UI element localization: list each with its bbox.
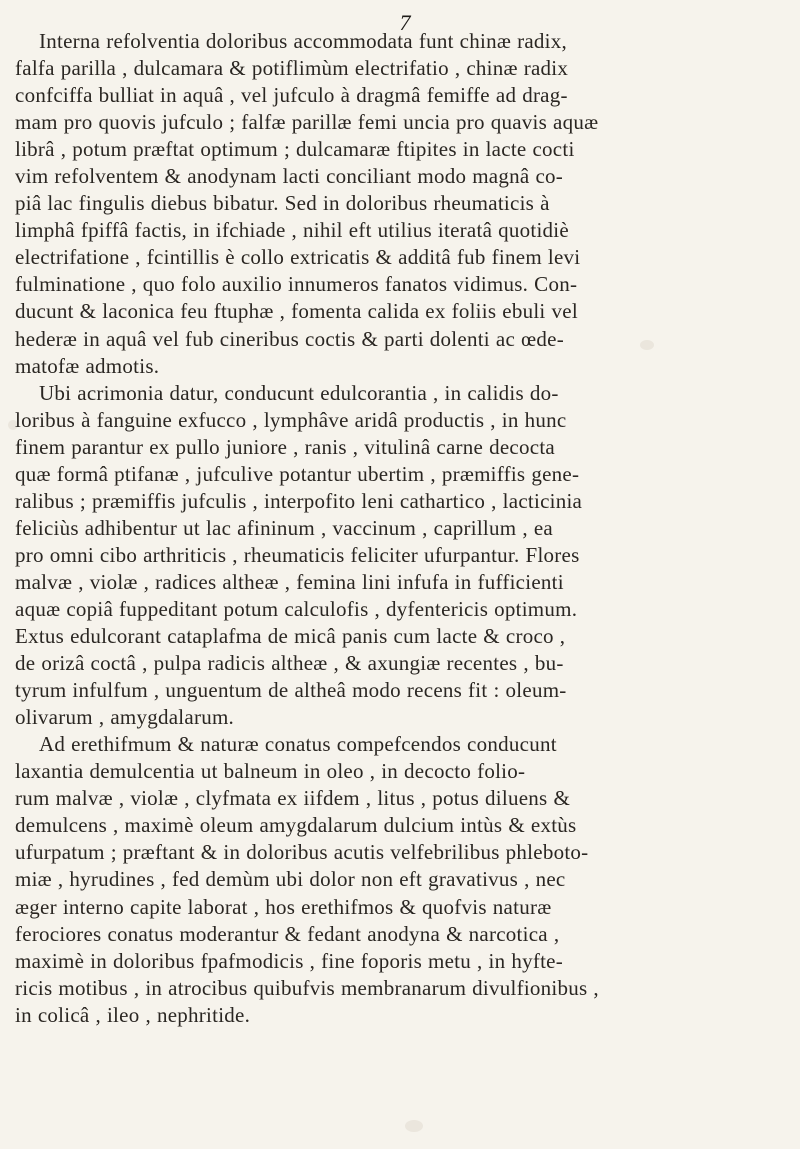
- paper-stain: [405, 1120, 423, 1132]
- page-number: 7: [399, 10, 411, 35]
- text-line: laxantia demulcentia ut balneum in oleo , in decocto folio-: [15, 759, 526, 784]
- text-line: pro omni cibo arthriticis , rheumaticis feliciter ufurpantur. Flores: [15, 542, 580, 567]
- text-line: matofæ admotis.: [15, 353, 160, 378]
- text-line: miæ , hyrudines , fed demùm ubi dolor non eft gravativus , nec: [15, 867, 566, 892]
- text-line: olivarum , amygdalarum.: [15, 705, 235, 730]
- text-line: quæ formâ ptifanæ , jufculive potantur ubertim , præmiffis gene-: [15, 461, 580, 486]
- text-line: fulminatione , quo folo auxilio innumeros fanatos vidimus. Con-: [15, 272, 578, 297]
- text-line: de orizâ coctâ , pulpa radicis altheæ , & axungiæ recentes , bu-: [15, 651, 564, 676]
- body-text: [15, 28, 785, 1029]
- text-line: librâ , potum præftat optimum ; dulcamaræ ftipites in lacte cocti: [15, 137, 575, 162]
- text-line: confciffa bulliat in aquâ , vel jufculo à dragmâ femiffe ad drag-: [15, 83, 568, 108]
- text-line: rum malvæ , violæ , clyfmata ex iifdem , litus , potus diluens &: [15, 786, 571, 811]
- text-line: hederæ in aquâ vel fub cineribus coctis & parti dolenti ac œde-: [15, 326, 564, 351]
- text-line: aquæ copiâ fuppeditant potum calculofis , dyfentericis optimum.: [15, 596, 578, 621]
- text-line: Extus edulcorant cataplafma de micâ panis cum lacte & croco ,: [15, 624, 566, 649]
- text-line: ralibus ; præmiffis jufculis , interpofito leni cathartico , lacticinia: [15, 488, 583, 513]
- text-line: mam pro quovis jufculo ; falfæ parillæ femi uncia pro quavis aquæ: [15, 110, 599, 135]
- text-line: æger interno capite laborat , hos erethifmos & quofvis naturæ: [15, 894, 552, 919]
- text-line: limphâ fpiffâ factis, in ifchiade , nihil eft utilius iteratâ quotidiè: [15, 218, 569, 243]
- text-line: malvæ , violæ , radices altheæ , femina lini infufa in fufficienti: [15, 569, 564, 594]
- text-line: falfa parilla , dulcamara & potiflimùm electrifatio , chinæ radix: [15, 56, 569, 81]
- text-line: Ubi acrimonia datur, conducunt edulcorantia , in calidis do-: [39, 380, 559, 405]
- text-line: demulcens , maximè oleum amygdalarum dulcium intùs & extùs: [15, 813, 577, 838]
- text-line: ferociores conatus moderantur & fedant anodyna & narcotica ,: [15, 921, 560, 946]
- text-line: electrifatione , fcintillis è collo extricatis & additâ fub finem levi: [15, 245, 581, 270]
- text-line: feliciùs adhibentur ut lac afininum , vaccinum , caprillum , ea: [15, 515, 553, 540]
- text-line: loribus à fanguine exfucco , lymphâve aridâ productis , in hunc: [15, 407, 567, 432]
- text-line: ufurpatum ; præftant & in doloribus acutis velfebrilibus phleboto-: [15, 840, 589, 865]
- text-line: ricis motibus , in atrocibus quibufvis membranarum divulfionibus ,: [15, 975, 599, 1000]
- text-line: maximè in doloribus fpafmodicis , fine foporis metu , in hyfte-: [15, 948, 563, 973]
- text-line: finem parantur ex pullo juniore , ranis , vitulinâ carne decocta: [15, 434, 555, 459]
- text-line: tyrum infulfum , unguentum de altheâ modo recens fit : oleum-: [15, 678, 567, 703]
- text-line: Ad erethifmum & naturæ conatus compefcendos conducunt: [39, 732, 557, 757]
- text-line: Interna refolventia doloribus accommodata funt chinæ radix,: [39, 29, 567, 53]
- text-line: piâ lac fingulis diebus bibatur. Sed in doloribus rheumaticis à: [15, 191, 550, 216]
- text-line: vim refolventem & anodynam lacti conciliant modo magnâ co-: [15, 164, 564, 189]
- text-line: ducunt & laconica feu ftuphæ , fomenta calida ex foliis ebuli vel: [15, 299, 578, 324]
- text-line: in colicâ , ileo , nephritide.: [15, 1002, 251, 1027]
